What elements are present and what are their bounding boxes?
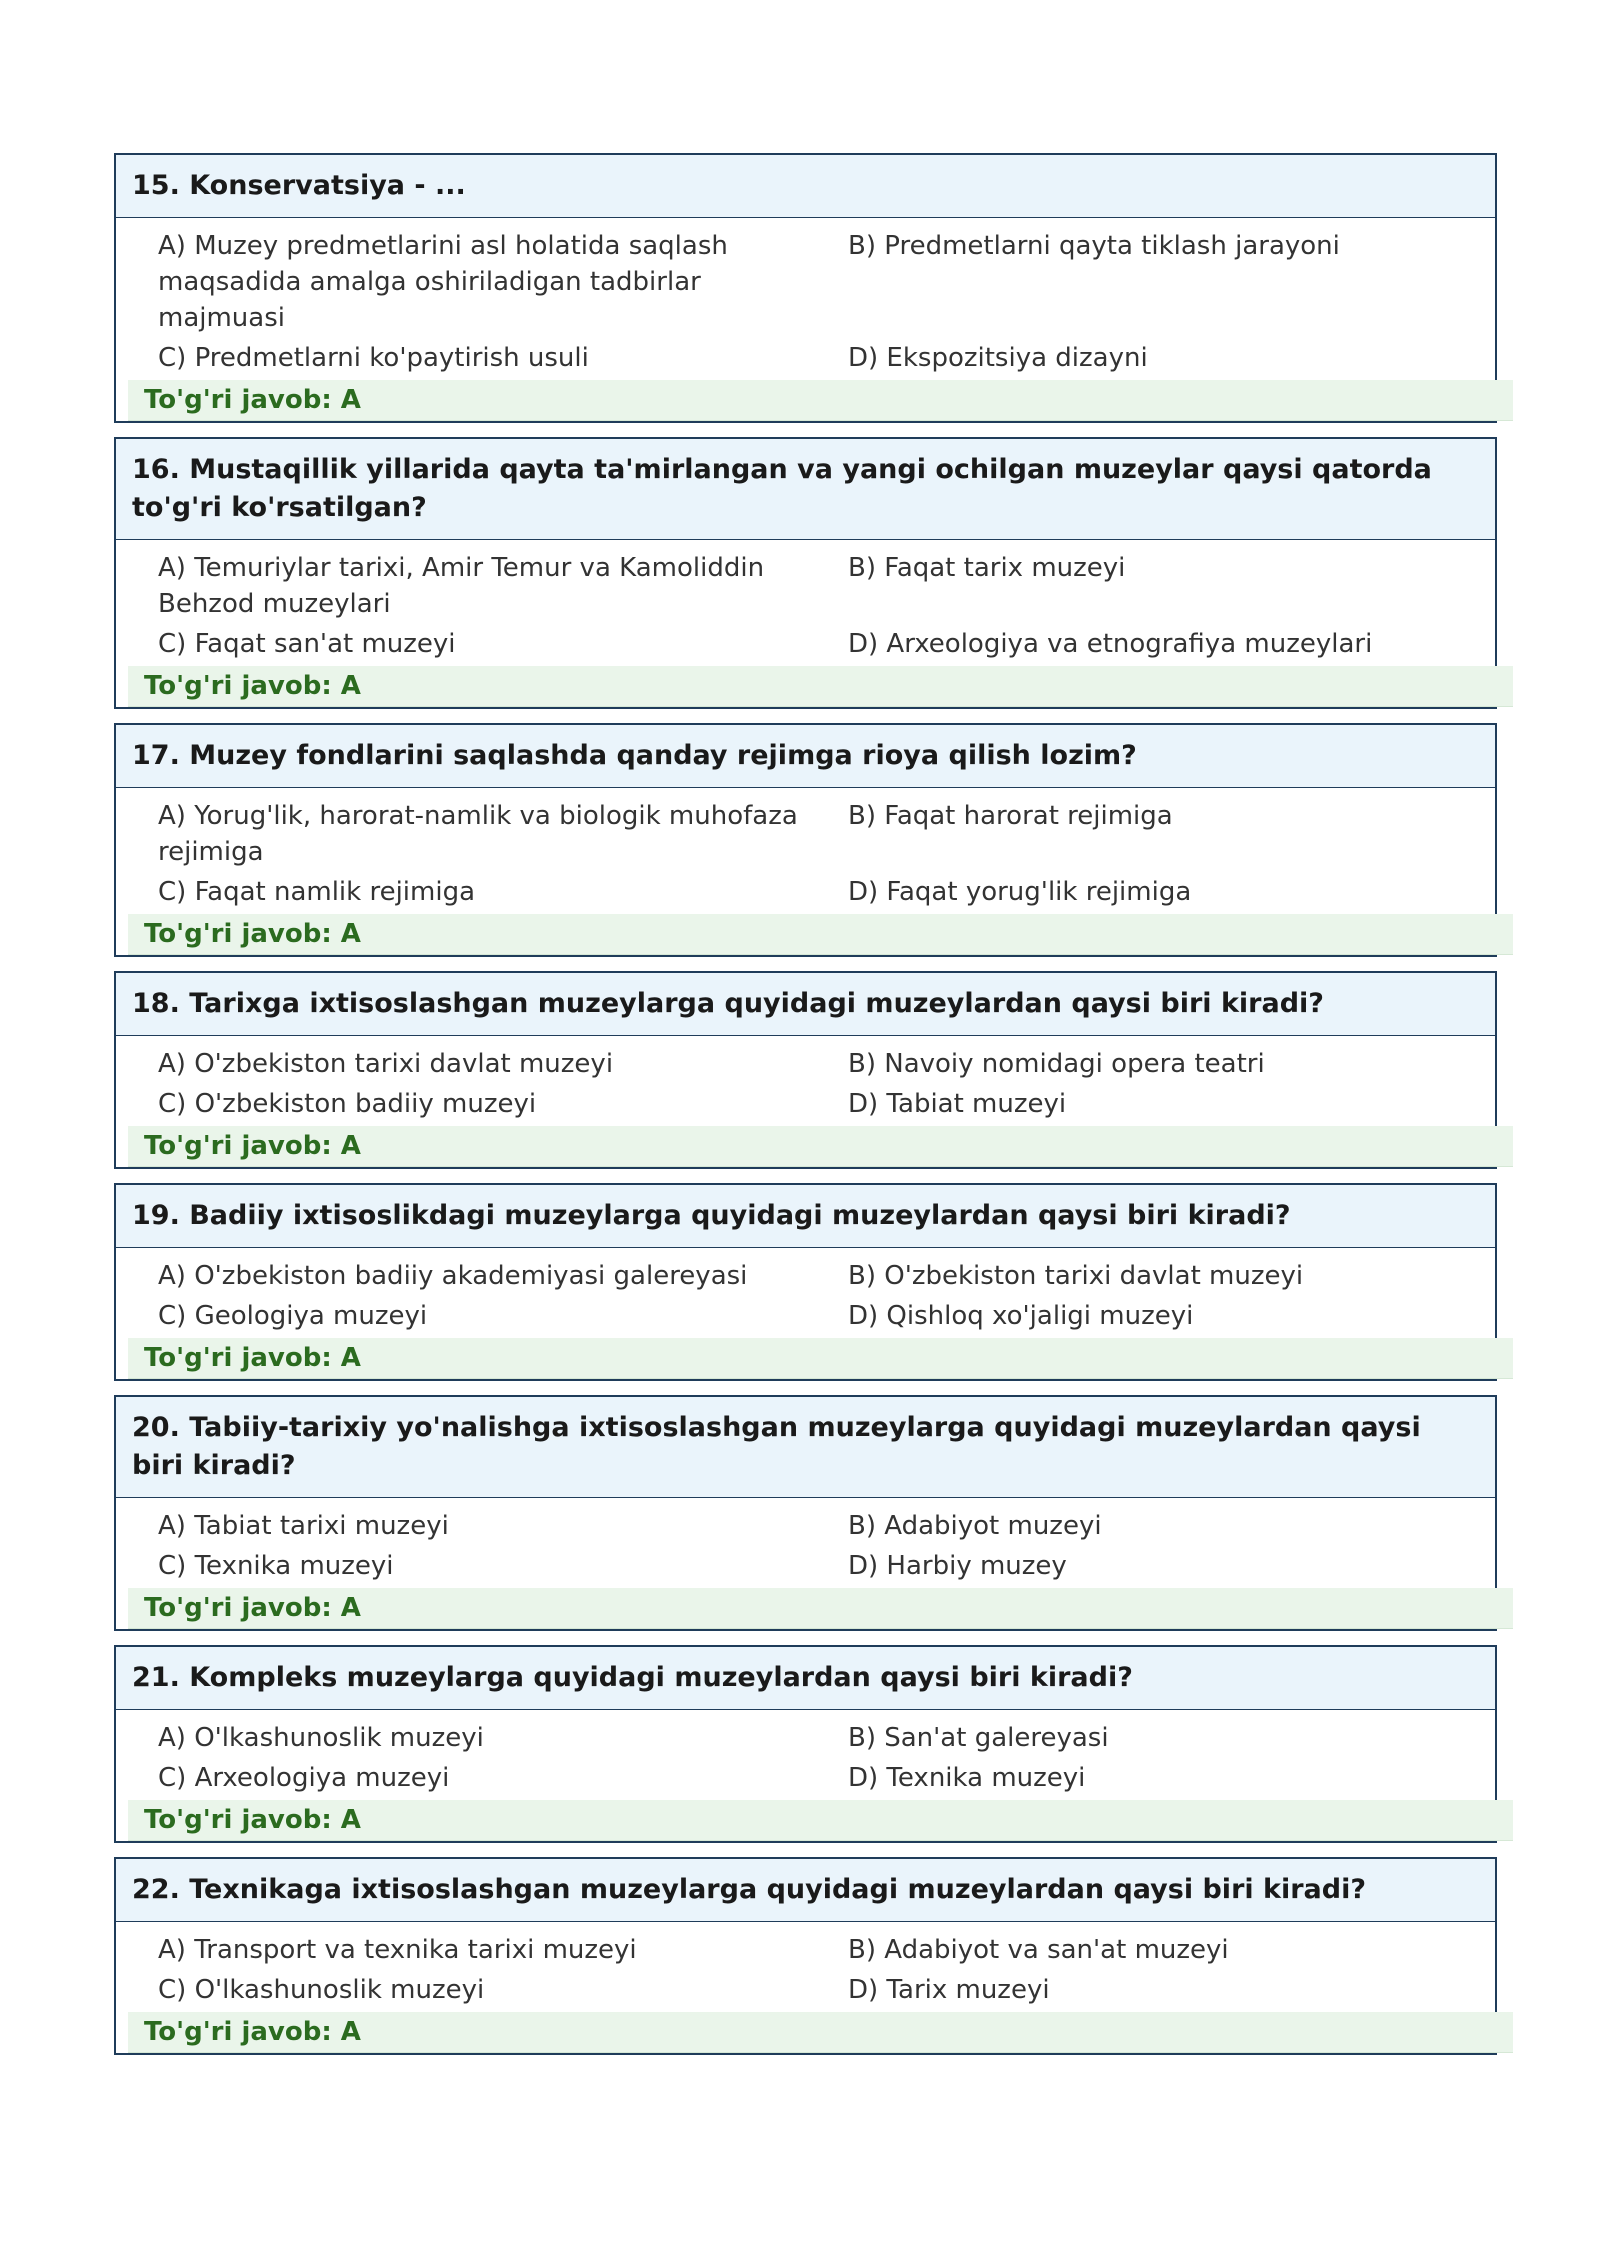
correct-answer: To'g'ri javob: A [128, 1126, 1513, 1167]
option-b: B) O'zbekiston tarixi davlat muzeyi [848, 1261, 1304, 1291]
question-title: 19. Badiiy ixtisoslikdagi muzeylarga quyidagi muzeylardan qaysi biri kiradi? [116, 1185, 1495, 1248]
option-c: C) Predmetlarni ko'paytirish usuli [158, 343, 589, 373]
option-b: B) Navoiy nomidagi opera teatri [848, 1049, 1265, 1079]
option-d: D) Ekspozitsiya dizayni [848, 343, 1148, 373]
question-title: 16. Mustaqillik yillarida qayta ta'mirlangan va yangi ochilgan muzeylar qaysi qatorda to'g'ri ko'rsatilgan? [116, 439, 1495, 540]
option-a: A) Yorug'lik, harorat-namlik va biologik muhofaza rejimiga [158, 801, 798, 867]
option-b: B) Adabiyot va san'at muzeyi [848, 1935, 1229, 1965]
option-d: D) Qishloq xo'jaligi muzeyi [848, 1301, 1194, 1331]
option-d: D) Harbiy muzey [848, 1551, 1067, 1581]
option-c: C) Arxeologiya muzeyi [158, 1763, 450, 1793]
option-d: D) Texnika muzeyi [848, 1763, 1086, 1793]
question-block-18 [114, 971, 1497, 1169]
question-title: 22. Texnikaga ixtisoslashgan muzeylarga quyidagi muzeylardan qaysi biri kiradi? [116, 1859, 1495, 1922]
question-block-19 [114, 1183, 1497, 1381]
option-d: D) Faqat yorug'lik rejimiga [848, 877, 1192, 907]
options-grid [116, 1498, 1495, 1584]
options-grid [116, 1922, 1495, 2008]
question-block-16 [114, 437, 1497, 709]
option-d: D) Tarix muzeyi [848, 1975, 1050, 2005]
option-c: C) Faqat namlik rejimiga [158, 877, 476, 907]
option-c: C) O'lkashunoslik muzeyi [158, 1975, 485, 2005]
question-title: 18. Tarixga ixtisoslashgan muzeylarga quyidagi muzeylardan qaysi biri kiradi? [116, 973, 1495, 1036]
option-b: B) Adabiyot muzeyi [848, 1511, 1102, 1541]
question-title: 17. Muzey fondlarini saqlashda qanday rejimga rioya qilish lozim? [116, 725, 1495, 788]
correct-answer: To'g'ri javob: A [128, 380, 1513, 421]
option-a: A) Temuriylar tarixi, Amir Temur va Kamoliddin Behzod muzeylari [158, 553, 765, 619]
option-c: C) Faqat san'at muzeyi [158, 629, 456, 659]
correct-answer: To'g'ri javob: A [128, 914, 1513, 955]
question-block-20 [114, 1395, 1497, 1631]
option-a: A) Muzey predmetlarini asl holatida saqlash maqsadida amalga oshiriladigan tadbirlar majmuasi [158, 231, 728, 333]
options-grid [116, 788, 1495, 910]
option-c: C) Geologiya muzeyi [158, 1301, 428, 1331]
options-grid [116, 540, 1495, 662]
option-a: A) O'zbekiston badiiy akademiyasi galereyasi [158, 1261, 748, 1291]
correct-answer: To'g'ri javob: A [128, 1588, 1513, 1629]
question-title: 15. Konservatsiya - ... [116, 155, 1495, 218]
options-grid [116, 1710, 1495, 1796]
option-d: D) Tabiat muzeyi [848, 1089, 1067, 1119]
question-title: 21. Kompleks muzeylarga quyidagi muzeylardan qaysi biri kiradi? [116, 1647, 1495, 1710]
question-block-17 [114, 723, 1497, 957]
correct-answer: To'g'ri javob: A [128, 1338, 1513, 1379]
question-block-21 [114, 1645, 1497, 1843]
correct-answer: To'g'ri javob: A [128, 2012, 1513, 2053]
option-b: B) Faqat tarix muzeyi [848, 553, 1126, 583]
correct-answer: To'g'ri javob: A [128, 1800, 1513, 1841]
option-b: B) San'at galereyasi [848, 1723, 1109, 1753]
option-c: C) O'zbekiston badiiy muzeyi [158, 1089, 537, 1119]
option-d: D) Arxeologiya va etnografiya muzeylari [848, 629, 1373, 659]
options-grid [116, 218, 1495, 376]
option-c: C) Texnika muzeyi [158, 1551, 394, 1581]
option-a: A) O'lkashunoslik muzeyi [158, 1723, 484, 1753]
question-title: 20. Tabiiy-tarixiy yo'nalishga ixtisoslashgan muzeylarga quyidagi muzeylardan qaysi biri kiradi? [116, 1397, 1495, 1498]
question-list [114, 153, 1497, 2069]
option-b: B) Predmetlarni qayta tiklash jarayoni [848, 231, 1340, 261]
option-a: A) Tabiat tarixi muzeyi [158, 1511, 449, 1541]
options-grid [116, 1248, 1495, 1334]
option-a: A) Transport va texnika tarixi muzeyi [158, 1935, 637, 1965]
option-a: A) O'zbekiston tarixi davlat muzeyi [158, 1049, 614, 1079]
question-block-22 [114, 1857, 1497, 2055]
correct-answer: To'g'ri javob: A [128, 666, 1513, 707]
question-block-15 [114, 153, 1497, 423]
options-grid [116, 1036, 1495, 1122]
option-b: B) Faqat harorat rejimiga [848, 801, 1173, 831]
